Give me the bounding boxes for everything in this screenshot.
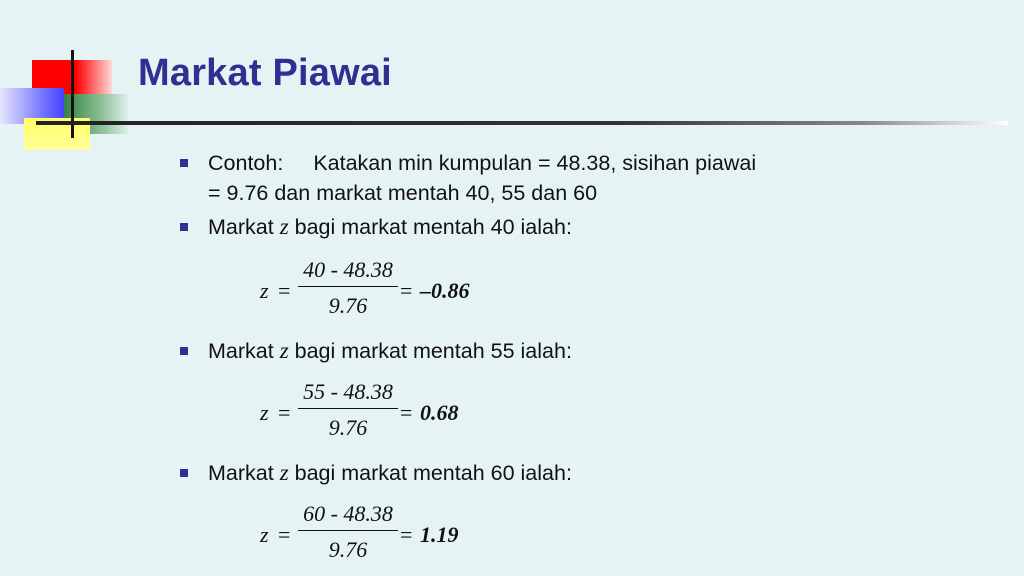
denominator: 9.76 bbox=[328, 293, 368, 318]
z-variable: z bbox=[279, 214, 289, 239]
bullet-square-icon bbox=[180, 159, 188, 167]
equation-z-40 bbox=[260, 256, 980, 326]
equals-sign: = bbox=[400, 522, 413, 547]
fraction bbox=[298, 500, 398, 564]
example-line-2: = 9.76 dan markat mentah 40, 55 dan 60 bbox=[208, 181, 598, 205]
fraction-bar bbox=[298, 408, 398, 409]
denominator: 9.76 bbox=[328, 415, 368, 440]
fraction-bar bbox=[298, 530, 398, 531]
equation-result: 1.19 bbox=[420, 522, 459, 547]
bullet-example bbox=[180, 148, 980, 208]
example-line-1: Katakan min kumpulan = 48.38, sisihan piawai bbox=[313, 151, 757, 175]
bullet-square-icon bbox=[180, 347, 188, 355]
fraction-bar bbox=[298, 286, 398, 287]
bullet-prefix: Markat bbox=[208, 339, 274, 363]
example-label: Contoh: bbox=[208, 151, 284, 175]
numerator: 60 - 48.38 bbox=[303, 501, 393, 526]
equals-sign: = bbox=[278, 522, 291, 547]
numerator: 40 - 48.38 bbox=[303, 257, 393, 282]
bullet-square-icon bbox=[180, 469, 188, 477]
bullet-list bbox=[180, 148, 980, 570]
equals-sign: = bbox=[278, 400, 291, 425]
bullet-suffix: bagi markat mentah 60 ialah: bbox=[294, 461, 572, 485]
equation-z-60 bbox=[260, 500, 980, 570]
equals-sign: = bbox=[400, 400, 413, 425]
z-variable: z bbox=[279, 338, 289, 363]
fraction bbox=[298, 256, 398, 320]
equals-sign: = bbox=[400, 278, 413, 303]
equals-sign: = bbox=[278, 278, 291, 303]
fraction bbox=[298, 378, 398, 442]
equation-result: –0.86 bbox=[420, 278, 470, 303]
equation-lhs: z bbox=[260, 278, 269, 303]
equation-lhs: z bbox=[260, 400, 269, 425]
bullet-suffix: bagi markat mentah 40 ialah: bbox=[294, 215, 572, 239]
bullet-square-icon bbox=[180, 223, 188, 231]
equation-z-55 bbox=[260, 378, 980, 448]
equation-result: 0.68 bbox=[420, 400, 459, 425]
bullet-z-55 bbox=[180, 336, 980, 366]
title-underline bbox=[36, 121, 1008, 125]
z-variable: z bbox=[279, 460, 289, 485]
equation-lhs: z bbox=[260, 522, 269, 547]
bullet-z-40 bbox=[180, 212, 980, 242]
bullet-prefix: Markat bbox=[208, 461, 274, 485]
numerator: 55 - 48.38 bbox=[303, 379, 393, 404]
bullet-z-60 bbox=[180, 458, 980, 488]
denominator: 9.76 bbox=[328, 537, 368, 562]
slide-title: Markat Piawai bbox=[138, 52, 392, 94]
bullet-prefix: Markat bbox=[208, 215, 274, 239]
bullet-suffix: bagi markat mentah 55 ialah: bbox=[294, 339, 572, 363]
